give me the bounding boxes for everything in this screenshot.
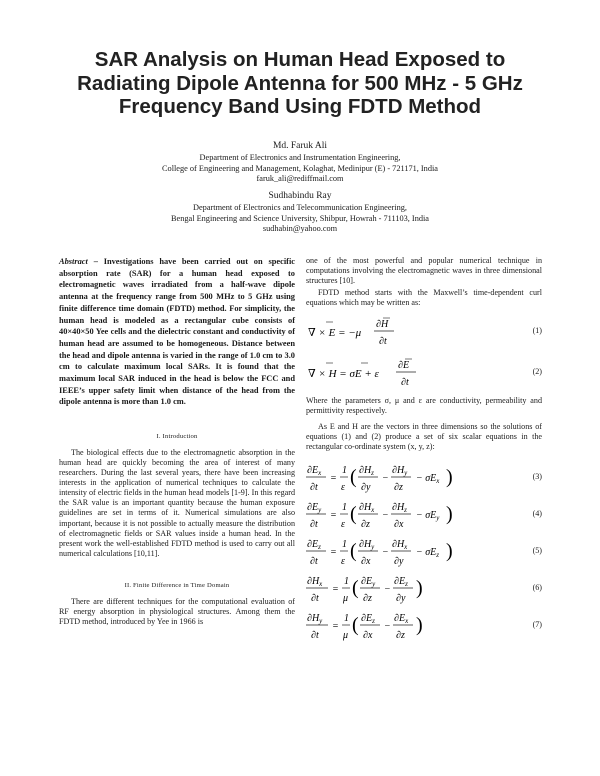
svg-text:∂Ex: $\partial E_x$ <box>307 465 322 478</box>
title-line-2: Radiating Dipole Antenna for 500 MHz - 5 GHz <box>77 71 523 95</box>
author-department: Department of Electronics and Telecommunication Engineering, <box>193 203 407 212</box>
svg-text:−: − <box>382 510 389 522</box>
svg-text:∂z: ∂z <box>396 630 405 642</box>
paper-title <box>40 48 560 119</box>
equation-number: (7) <box>532 620 542 630</box>
svg-text:(: ( <box>352 577 359 600</box>
svg-text:∂Hz: $\partial H_z$ <box>392 502 407 515</box>
author-institution: College of Engineering and Management, Kolaghat, Medinipur (E) - 721171, India <box>162 163 438 173</box>
svg-text:∂x: ∂x <box>363 630 373 642</box>
equation-4 <box>306 497 542 530</box>
svg-text:∂Hy: $\partial H_y$ <box>359 539 375 552</box>
equation-5-math <box>306 534 506 570</box>
svg-text:∂y: ∂y <box>396 593 406 605</box>
svg-text:∂Ey: $\partial E_y$ <box>307 502 322 515</box>
right-column <box>306 256 542 641</box>
svg-text:∂E: ∂E <box>398 360 410 372</box>
fdtd-paragraph: There are different techniques for the computational evaluation of RF energy absorption in physiological structures. Among them the FDTD method, introduced by Yee in 1966 is <box>59 596 295 626</box>
author-institution: Bengal Engineering and Science University, Shibpur, Howrah - 711103, India <box>171 213 429 223</box>
svg-text:∂Hz: $\partial H_z$ <box>359 465 374 478</box>
svg-text:(: ( <box>350 540 357 563</box>
section-heading-fdtd: II. Finite Difference in Time Domain <box>124 581 230 589</box>
equation-3-math <box>306 460 506 496</box>
abstract <box>59 256 295 408</box>
svg-text:1: 1 <box>342 539 347 551</box>
svg-text:∂x: ∂x <box>361 556 371 568</box>
svg-text:∂Hy: $\partial H_y$ <box>392 465 408 478</box>
svg-text:=: = <box>332 621 339 633</box>
title-line-1: SAR Analysis on Human Head Exposed to <box>94 48 506 71</box>
svg-text:∂t: ∂t <box>379 336 387 348</box>
equation-7 <box>306 608 542 641</box>
svg-text:−: − <box>384 621 391 633</box>
svg-text:∂y: ∂y <box>394 556 404 568</box>
author-name: Sudhabindu Ray <box>268 191 332 201</box>
equation-1 <box>306 314 542 347</box>
svg-text:=: = <box>332 584 339 596</box>
svg-text:=: = <box>330 473 337 485</box>
svg-text:∂y: ∂y <box>361 482 371 494</box>
equation-2-math <box>306 355 496 389</box>
svg-text:1: 1 <box>344 576 349 588</box>
svg-text:∂Ez: $\partial E_z$ <box>361 613 375 626</box>
svg-text:ε: ε <box>341 556 345 568</box>
abstract-text: – Investigations have been carried out on specific absorption rate (SAR) for a human head exposed to electromagnetic waves irradiated from a half-wave dipole antenna at the frequency range from 500 MHz to 5 GHz using finite difference time domain (FDTD) method. For simplicity, the human head is modeled as a rectangular cube consists of 40×40×50 Yee cells and the dielectric constant and conductivity of human head are assumed to be homogeneous. Distance between the head and dipole antenna is varied in the range of 1.0 cm to 3.0 cm to calculate maximum local SARs. It is found that the maximum local SAR induced in the head is below the FCC and IEEE’s upper safety limit when distance of the head from the dipole antenna is more than 1.0 cm. <box>59 257 295 407</box>
equation-4-math <box>306 497 506 533</box>
svg-text:ε: ε <box>341 482 345 494</box>
title-line-3: Frequency Band Using FDTD Method <box>118 95 482 118</box>
equation-6-math <box>306 571 506 607</box>
svg-text:μ: μ <box>343 593 349 605</box>
author-block-1 <box>60 140 540 185</box>
svg-text:1: 1 <box>342 465 347 477</box>
svg-text:∂Hx: $\partial H_x$ <box>307 576 323 589</box>
svg-text:∇ × H = σE + ε: ∇ × H = σE + ε <box>308 368 379 381</box>
section-heading-introduction: I. Introduction <box>156 433 198 441</box>
equation-7-math <box>306 608 506 644</box>
equation-number: (2) <box>532 367 542 377</box>
svg-text:∂Hx: $\partial H_x$ <box>392 539 408 552</box>
svg-text:∇ × E = −μ: ∇ × E = −μ <box>308 327 362 340</box>
svg-text:∂t: ∂t <box>311 630 319 642</box>
svg-text:): ) <box>416 577 423 600</box>
svg-text:∂z: ∂z <box>394 482 403 494</box>
svg-text:−: − <box>382 473 389 485</box>
svg-text:∂t: ∂t <box>310 519 318 531</box>
equation-5 <box>306 534 542 567</box>
equation-1-math <box>306 314 496 348</box>
equation-number: (3) <box>532 472 542 482</box>
svg-text:∂Ez: $\partial E_z$ <box>394 576 408 589</box>
equation-number: (6) <box>532 583 542 593</box>
svg-text:): ) <box>446 466 453 489</box>
abstract-label: Abstract <box>59 257 88 266</box>
svg-text:): ) <box>446 503 453 526</box>
svg-text:∂t: ∂t <box>311 593 319 605</box>
svg-text:− σEx: − $\sigma E_x$ <box>416 473 440 486</box>
svg-text:∂z: ∂z <box>363 593 372 605</box>
author-email: sudhabin@yahoo.com <box>262 224 338 233</box>
right-paragraph-4: As E and H are the vectors in three dimensions so the solutions of equations (1) and (2) produce a set of six scalar equations in the rectangular co-ordinate system (x, y, z): <box>306 422 542 452</box>
svg-text:−: − <box>382 547 389 559</box>
svg-text:∂Hy: $\partial H_y$ <box>307 613 323 626</box>
svg-text:− σEy: − $\sigma E_y$ <box>416 510 440 523</box>
introduction-paragraph: The biological effects due to the electromagnetic absorption in the human head are quickly becoming the area of interest of many researchers. During the last several years, there have been increasing interests in the application of numerical techniques to calculate the intensity of electric fields in the human head models [1-9]. In this regard the SAR value is an important quantity because the human exposure guidelines are set in terms of it. Numerical simulations are also important, because it is not possible to actually measure the distribution of electromagnetic fields or SAR values inside a human head. In the present work the well-established FDTD method is used to carry out all numerical calculations [10,11]. <box>59 448 295 558</box>
svg-text:=: = <box>330 547 337 559</box>
svg-text:∂Ex: $\partial E_x$ <box>394 613 409 626</box>
svg-text:∂t: ∂t <box>401 377 409 389</box>
author-block-2 <box>60 190 540 235</box>
right-paragraph-3: Where the parameters σ, μ and ε are conductivity, permeability and permittivity respectively. <box>306 396 542 416</box>
author-department: Department of Electronics and Instrumentation Engineering, <box>199 153 401 162</box>
svg-text:∂Ez: $\partial E_z$ <box>307 539 321 552</box>
svg-text:): ) <box>416 614 423 637</box>
svg-text:1: 1 <box>344 613 349 625</box>
svg-text:∂H: ∂H <box>376 319 389 331</box>
right-paragraph-1: one of the most powerful and popular numerical technique in computations involving the electromagnetic waves in three dimensional structures [10]. <box>306 256 542 286</box>
author-name: Md. Faruk Ali <box>272 141 328 151</box>
svg-text:ε: ε <box>341 519 345 531</box>
equation-2 <box>306 355 542 388</box>
svg-text:(: ( <box>352 614 359 637</box>
equation-3 <box>306 460 542 493</box>
svg-text:μ: μ <box>343 630 349 642</box>
svg-text:∂z: ∂z <box>361 519 370 531</box>
svg-text:∂Hx: $\partial H_x$ <box>359 502 375 515</box>
svg-text:∂Ey: $\partial E_y$ <box>361 576 376 589</box>
svg-text:∂t: ∂t <box>310 482 318 494</box>
svg-text:1: 1 <box>342 502 347 514</box>
equation-number: (1) <box>532 326 542 336</box>
svg-text:=: = <box>330 510 337 522</box>
svg-text:(: ( <box>350 466 357 489</box>
left-column <box>59 256 295 627</box>
right-paragraph-2: FDTD method starts with the Maxwell’s time-dependent curl equations which may be written as: <box>306 288 542 308</box>
svg-text:): ) <box>446 540 453 563</box>
svg-text:(: ( <box>350 503 357 526</box>
author-email: faruk_ali@rediffmail.com <box>256 174 344 183</box>
svg-text:−: − <box>384 584 391 596</box>
svg-text:∂x: ∂x <box>394 519 404 531</box>
equation-6 <box>306 571 542 604</box>
equation-number: (4) <box>532 509 542 519</box>
equation-number: (5) <box>532 546 542 556</box>
svg-text:∂t: ∂t <box>310 556 318 568</box>
svg-text:− σEz: − $\sigma E_z$ <box>416 547 440 560</box>
